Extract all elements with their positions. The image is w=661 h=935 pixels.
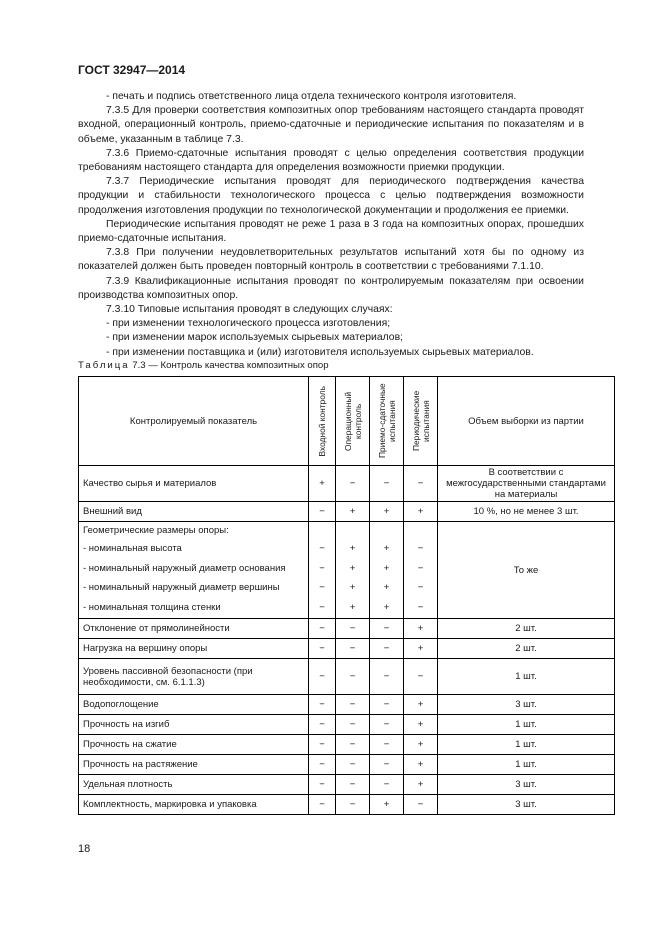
header-operational-label: Операционный контроль: [342, 391, 363, 451]
mark: −: [319, 601, 325, 613]
cell-incoming: −: [309, 619, 336, 639]
table-caption: [78, 360, 329, 371]
table-row: [79, 715, 615, 735]
table-caption-label: Таблица: [78, 360, 130, 371]
cell-periodic: +: [404, 502, 438, 522]
cell-operational: −: [336, 735, 370, 755]
table-row: [79, 775, 615, 795]
table-row: [79, 639, 615, 659]
body-text: [78, 90, 584, 360]
paragraph: 7.3.9 Квалификационные испытания проводят по контролируемым показателям при освоении производства композитных опор.: [78, 275, 584, 301]
cell-operational: −: [336, 795, 370, 815]
cell-indicator: Качество сырья и материалов: [79, 466, 309, 502]
cell-sample: 1 шт.: [438, 755, 615, 775]
cell-sample: 1 шт.: [438, 715, 615, 735]
cell-sample: 10 %, но не менее 3 шт.: [438, 502, 615, 522]
cell-sample: 3 шт.: [438, 795, 615, 815]
cell-operational: −: [336, 659, 370, 695]
table-caption-text: 7.3 — Контроль качества композитных опор: [129, 360, 329, 371]
cell-incoming: −: [309, 795, 336, 815]
table-row: [79, 735, 615, 755]
cell-indicator: Удельная плотность: [79, 775, 309, 795]
cell-operational: −: [336, 639, 370, 659]
paragraph: 7.3.10 Типовые испытания проводят в следующих случаях:: [106, 304, 393, 316]
table-row: [79, 795, 615, 815]
header-periodic: [404, 377, 438, 466]
table-header-row: [79, 377, 615, 466]
cell-acceptance: −: [370, 659, 404, 695]
cell-periodic: −: [404, 659, 438, 695]
cell-incoming: −: [309, 659, 336, 695]
geometry-item: - номинальный наружный диаметр основания: [83, 562, 286, 574]
cell-acceptance: −: [370, 775, 404, 795]
cell-acceptance: −: [370, 466, 404, 502]
geometry-item: - номинальная толщина стенки: [83, 601, 221, 613]
quality-control-table: [78, 376, 615, 815]
table-row: [79, 695, 615, 715]
page-number: 18: [78, 843, 91, 855]
table-row: [79, 466, 615, 502]
cell-operational: [336, 522, 370, 619]
cell-incoming: −: [309, 695, 336, 715]
list-item: - при изменении поставщика и (или) изготовителя используемых сырьевых материалов.: [106, 346, 534, 358]
cell-sample: То же: [438, 522, 615, 619]
mark: −: [319, 543, 325, 554]
cell-incoming: −: [309, 755, 336, 775]
cell-operational: −: [336, 466, 370, 502]
cell-periodic: −: [404, 466, 438, 502]
mark: +: [383, 562, 390, 574]
header-indicator: Контролируемый показатель: [79, 377, 309, 466]
cell-incoming: [309, 522, 336, 619]
cell-incoming: −: [309, 639, 336, 659]
header-acceptance: [370, 377, 404, 466]
document-id: ГОСТ 32947—2014: [78, 63, 186, 77]
header-acceptance-label: Приемо-сдаточные испытания: [376, 383, 397, 459]
mark: +: [349, 562, 356, 574]
table-row: [79, 755, 615, 775]
cell-acceptance: +: [370, 502, 404, 522]
cell-operational: −: [336, 619, 370, 639]
header-incoming-label: Входной контроль: [317, 385, 327, 457]
cell-incoming: +: [309, 466, 336, 502]
cell-acceptance: −: [370, 695, 404, 715]
cell-periodic: +: [404, 715, 438, 735]
table-row: [79, 659, 615, 695]
cell-operational: −: [336, 715, 370, 735]
cell-sample: 2 шт.: [438, 619, 615, 639]
cell-indicator: Уровень пассивной безопасности (при необходимости, см. 6.1.1.3): [79, 659, 309, 695]
table-row: [79, 619, 615, 639]
mark: +: [383, 543, 390, 554]
cell-sample: 2 шт.: [438, 639, 615, 659]
mark: +: [383, 601, 390, 613]
mark: +: [383, 582, 390, 593]
cell-incoming: −: [309, 715, 336, 735]
paragraph: - печать и подпись ответственного лица отдела технического контроля изготовителя.: [106, 91, 517, 102]
table-row-geometry: [79, 522, 615, 619]
cell-sample: 1 шт.: [438, 659, 615, 695]
header-incoming: [309, 377, 336, 466]
cell-periodic: +: [404, 735, 438, 755]
cell-periodic: [404, 522, 438, 619]
cell-acceptance: −: [370, 735, 404, 755]
list-item: - при изменении марок используемых сырьевых материалов;: [106, 332, 403, 344]
cell-acceptance: +: [370, 795, 404, 815]
cell-periodic: −: [404, 795, 438, 815]
cell-indicator: Прочность на сжатие: [79, 735, 309, 755]
cell-incoming: −: [309, 502, 336, 522]
cell-sample: 3 шт.: [438, 695, 615, 715]
cell-periodic: +: [404, 775, 438, 795]
cell-operational: −: [336, 755, 370, 775]
header-periodic-label: Периодические испытания: [410, 390, 431, 452]
mark: −: [417, 582, 424, 593]
cell-indicator: Нагрузка на вершину опоры: [79, 639, 309, 659]
cell-incoming: −: [309, 775, 336, 795]
paragraph: 7.3.8 При получении неудовлетворительных результатов испытаний хотя бы по одному из показателей должен быть проведен повторный контроль в соответствии с требованиями 7.1.10.: [78, 247, 584, 273]
cell-indicator: Комплектность, маркировка и упаковка: [79, 795, 309, 815]
cell-acceptance: −: [370, 639, 404, 659]
paragraph: 7.3.7 Периодические испытания проводят для периодического подтверждения качества продукции и стабильности технологического процесса с целью подтверждения возможности продолжения изготовления продукции по технологической документации и продолжения ее приемки.: [78, 176, 584, 216]
cell-sample: 3 шт.: [438, 775, 615, 795]
cell-incoming: −: [309, 735, 336, 755]
cell-periodic: +: [404, 755, 438, 775]
mark: +: [349, 543, 356, 554]
cell-acceptance: −: [370, 715, 404, 735]
geometry-item: - номинальный наружный диаметр вершины: [83, 582, 280, 593]
list-item: - при изменении технологического процесса изготовления;: [106, 318, 391, 330]
mark: −: [417, 543, 424, 554]
cell-indicator: Внешний вид: [79, 502, 309, 522]
cell-sample: 1 шт.: [438, 735, 615, 755]
mark: −: [417, 562, 424, 574]
cell-operational: −: [336, 775, 370, 795]
cell-indicator: Прочность на изгиб: [79, 715, 309, 735]
cell-acceptance: [370, 522, 404, 619]
cell-indicator: Водопоглощение: [79, 695, 309, 715]
paragraph: Периодические испытания проводят не реже 1 раза в 3 года на композитных опорах, прошедших приемо-сдаточные испытания.: [78, 218, 584, 245]
table-row: [79, 502, 615, 522]
cell-operational: +: [336, 502, 370, 522]
paragraph: 7.3.6 Приемо-сдаточные испытания проводят с целью определения соответствия продукции требованиям настоящего стандарта для определения возможности приемки продукции.: [78, 147, 584, 174]
mark: −: [319, 562, 325, 574]
cell-operational: −: [336, 695, 370, 715]
cell-periodic: +: [404, 619, 438, 639]
geometry-title: Геометрические размеры опоры:: [83, 525, 229, 536]
header-sample: Объем выборки из партии: [438, 377, 615, 466]
geometry-item: - номинальная высота: [83, 543, 182, 554]
cell-periodic: +: [404, 695, 438, 715]
cell-acceptance: −: [370, 755, 404, 775]
mark: −: [417, 601, 424, 613]
cell-sample: В соответствии с межгосударственными стандартами на материалы: [438, 466, 615, 502]
paragraph: 7.3.5 Для проверки соответствия композитных опор требованиям настоящего стандарта проводят входной, операционный контроль, приемо-сдаточные и периодические испытания по показателям и в объеме, указанным в таблице 7.3.: [78, 105, 584, 145]
mark: +: [349, 582, 356, 593]
cell-indicator: Прочность на растяжение: [79, 755, 309, 775]
cell-acceptance: −: [370, 619, 404, 639]
header-operational: [336, 377, 370, 466]
mark: −: [319, 582, 325, 593]
cell-periodic: +: [404, 639, 438, 659]
cell-indicator: [79, 522, 309, 619]
mark: +: [349, 601, 356, 613]
cell-indicator: Отклонение от прямолинейности: [79, 619, 309, 639]
